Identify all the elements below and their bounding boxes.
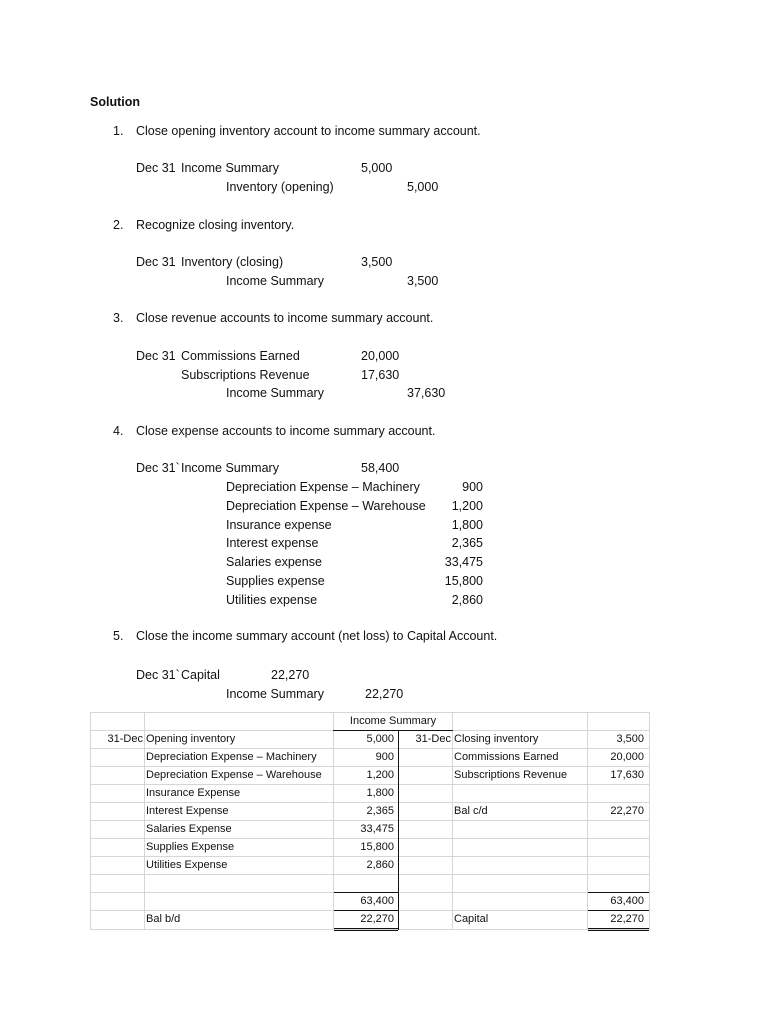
entry-credit-account: Depreciation Expense – Warehouse	[226, 499, 426, 513]
entry-credit-account: Supplies expense	[226, 574, 325, 588]
entry-debit-amount: 5,000	[361, 161, 393, 175]
ledger-credit-account: Bal c/d	[454, 805, 488, 817]
ledger-debit-amount: 2,860	[366, 859, 394, 871]
ledger-credit-date: 31-Dec	[415, 733, 451, 745]
ledger-debit-account: Salaries Expense	[146, 823, 232, 835]
entry-date: Dec 31`	[136, 461, 180, 475]
ledger-credit-balance-amount: 22,270	[610, 913, 644, 925]
ledger-debit-amount: 15,800	[360, 841, 394, 853]
ledger-debit-account: Depreciation Expense – Warehouse	[146, 769, 322, 781]
entry-credit-amount: 3,500	[407, 274, 439, 288]
ledger-debit-account: Utilities Expense	[146, 859, 228, 871]
step-heading: Close revenue accounts to income summary account.	[136, 311, 434, 325]
entry-debit-account: Income Summary	[181, 461, 279, 475]
ledger-debit-balance-label: Bal b/d	[146, 913, 181, 925]
step-number: 1.	[113, 124, 124, 138]
step-number: 4.	[113, 424, 124, 438]
entry-credit-amount: 2,365	[451, 536, 483, 550]
entry-credit-account: Income Summary	[226, 274, 324, 288]
ledger-debit-amount: 5,000	[366, 733, 394, 745]
step-heading: Close opening inventory account to income summary account.	[136, 124, 481, 138]
step-heading: Close expense accounts to income summary account.	[136, 424, 436, 438]
step-heading: Recognize closing inventory.	[136, 218, 295, 232]
ledger-credit-amount: 3,500	[616, 733, 644, 745]
step-number: 2.	[113, 218, 124, 232]
ledger-credit-total: 63,400	[610, 895, 644, 907]
entry-debit-account: Capital	[181, 668, 220, 682]
entry-credit-amount: 1,800	[451, 518, 483, 532]
ledger-credit-balance-label: Capital	[454, 913, 489, 925]
entry-credit-account: Inventory (opening)	[226, 180, 334, 194]
entry-credit-account: Interest expense	[226, 536, 319, 550]
ledger-credit-amount: 22,270	[610, 805, 644, 817]
entry-credit-amount: 2,860	[451, 593, 483, 607]
ledger-debit-date: 31-Dec	[107, 733, 143, 745]
entry-date: Dec 31	[136, 255, 176, 269]
entry-credit-amount: 15,800	[444, 574, 483, 588]
income-summary-ledger	[90, 712, 650, 930]
entry-debit-account: Inventory (closing)	[181, 255, 284, 269]
entry-credit-amount: 37,630	[407, 386, 446, 400]
ledger-debit-account: Insurance Expense	[146, 787, 241, 799]
entry-date: Dec 31	[136, 161, 176, 175]
step-number: 5.	[113, 629, 124, 643]
step-heading: Close the income summary account (net loss) to Capital Account.	[136, 629, 498, 643]
ledger-debit-account: Interest Expense	[146, 805, 229, 817]
ledger-debit-total: 63,400	[360, 895, 394, 907]
entry-credit-amount: 33,475	[444, 555, 483, 569]
ledger-debit-account: Opening inventory	[146, 733, 236, 745]
entry-credit-amount: 1,200	[451, 499, 483, 513]
entry-debit-amount: 3,500	[361, 255, 393, 269]
ledger-credit-amount: 20,000	[610, 751, 644, 763]
entry-debit-amount: 22,270	[271, 668, 310, 682]
ledger-credit-account: Commissions Earned	[454, 751, 559, 763]
entry-date: Dec 31`	[136, 668, 180, 682]
page-title: Solution	[90, 95, 140, 109]
ledger-debit-account: Supplies Expense	[146, 841, 235, 853]
entry-credit-account: Depreciation Expense – Machinery	[226, 480, 420, 494]
entry-debit-amount: 58,400	[361, 461, 400, 475]
ledger-debit-amount: 1,800	[366, 787, 394, 799]
entry-credit-account: Utilities expense	[226, 593, 318, 607]
ledger-debit-amount: 2,365	[366, 805, 394, 817]
ledger-debit-amount: 33,475	[360, 823, 394, 835]
ledger-debit-account: Depreciation Expense – Machinery	[146, 751, 317, 763]
entry-debit-amount: 20,000	[361, 349, 400, 363]
entry-credit-amount: 22,270	[365, 687, 404, 701]
ledger-credit-amount: 17,630	[610, 769, 644, 781]
entry-debit-account: Income Summary	[181, 161, 279, 175]
entry-credit-account: Insurance expense	[226, 518, 332, 532]
ledger-title: Income Summary	[349, 715, 437, 727]
entry-credit-account: Salaries expense	[226, 555, 322, 569]
entry-debit-account: Subscriptions Revenue	[181, 368, 310, 382]
ledger-debit-amount: 1,200	[366, 769, 394, 781]
entry-date: Dec 31	[136, 349, 176, 363]
entry-debit-account: Commissions Earned	[181, 349, 300, 363]
ledger-credit-account: Subscriptions Revenue	[454, 769, 568, 781]
entry-credit-amount: 5,000	[407, 180, 439, 194]
ledger-credit-account: Closing inventory	[454, 733, 539, 745]
entry-credit-account: Income Summary	[226, 687, 324, 701]
entry-credit-amount: 900	[462, 480, 483, 494]
ledger-debit-balance-amount: 22,270	[360, 913, 394, 925]
ledger-debit-amount: 900	[375, 751, 394, 763]
entry-credit-account: Income Summary	[226, 386, 324, 400]
entry-debit-amount: 17,630	[361, 368, 400, 382]
step-number: 3.	[113, 311, 124, 325]
